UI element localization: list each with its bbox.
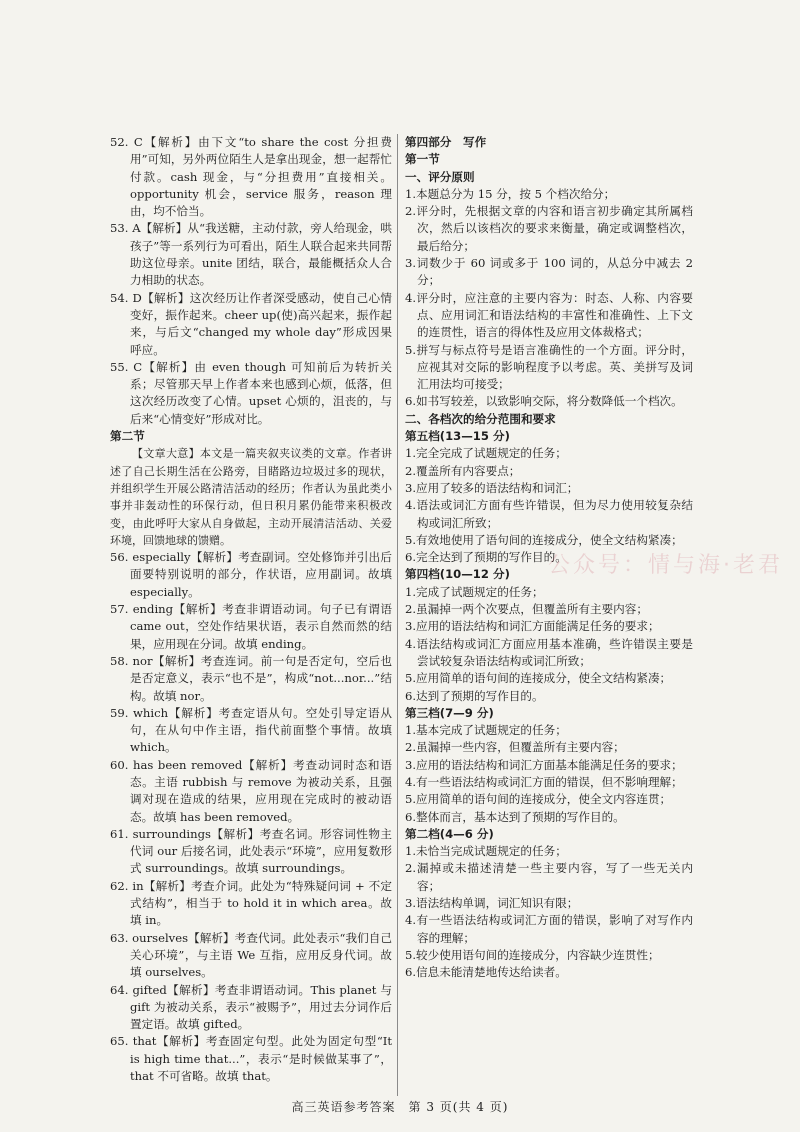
answer-item: 55. C【解析】由 even though 可知前后为转折关系；尽管那天早上作者本来也感到心烦，低落，但这次经历改变了心情。upset 心烦的，沮丧的，与后来“心情变好”形成对比。 <box>110 359 392 426</box>
part-title: 第四部分 写作 <box>405 135 487 149</box>
grade-title: 第五档(13—15 分) <box>405 429 510 444</box>
principle-item: 4.评分时，应注意的主要内容为：时态、人称、内容要点、应用词汇和语法结构的丰富性和准确性、上下文的连贯性，语言的得体性及应用文体裁格式； <box>405 290 693 340</box>
grade-requirement-item: 3.应用的语法结构和词汇方面能满足任务的要求； <box>405 619 660 634</box>
grade-requirement-item: 2.虽漏掉一两个次要点，但覆盖所有主要内容； <box>405 602 648 617</box>
grade-requirement-item: 5.应用简单的语句间的连接成分，使全文结构紧凑； <box>405 671 672 686</box>
principles-title: 一、评分原则 <box>405 169 475 184</box>
grade-title: 第四档(10—12 分) <box>405 567 510 582</box>
answer-item: 65. that【解析】考查固定句型。此处为固定句型“It is high time that...”，表示“是时候做某事了”，that 不可省略。故填 that。 <box>110 1034 392 1084</box>
principle-item: 2.评分时，先根据文章的内容和语言初步确定其所属档次，然后以该档次的要求来衡量，确定或调整档次，最后给分； <box>405 204 693 253</box>
grade-requirement-item: 4.有一些语法结构或词汇方面的错误，但不影响理解； <box>405 774 683 789</box>
grade-requirement-item: 1.完成了试题规定的任务； <box>405 584 544 599</box>
answer-item: 61. surroundings【解析】考查名词。形容词性物主代词 our 后接名词，此处表示“环境”，应用复数形式 surroundings。故填 surroundings。 <box>110 826 392 876</box>
grade-title: 第三档(7—9 分) <box>405 705 494 720</box>
grade-requirement-item: 3.语法结构单调，词汇知识有限； <box>405 896 579 911</box>
grade-requirements <box>405 843 693 981</box>
grade-requirements <box>405 584 693 705</box>
grades-title: 二、各档次的给分范围和要求 <box>405 411 556 426</box>
grade-requirement-item: 5.应用简单的语句间的连接成分，使全文内容连贯； <box>405 792 672 807</box>
answer-item: 53. A【解析】从“我送糖，主动付款，旁人给现金，哄孩子”等一系列行为可看出，陌生人联合起来共同帮助这位母亲。unite 团结，联合，最能概括众人合力相助的状态。 <box>110 221 392 288</box>
answer-item: 64. gifted【解析】考查非谓语动词。This planet 与 gift 为被动关系，表示“被赐予”，用过去分词作后置定语。故填 gifted。 <box>110 982 392 1032</box>
answer-item: 56. especially【解析】考查副词。空处修饰并引出后面要特别说明的部分，作状语，应用副词。故填 especially。 <box>110 550 392 599</box>
answer-item: 60. has been removed【解析】考查动词时态和语态。主语 rubbish 与 remove 为被动关系，且强调对现在造成的结果，应用现在完成时的被动语态。故填 has been removed。 <box>110 757 392 824</box>
cloze-answers-list <box>110 134 392 428</box>
principle-item: 1.本题总分为 15 分，按 5 个档次给分； <box>405 186 616 201</box>
answer-item: 52. C【解析】由下文“to share the cost 分担费用”可知，另外两位陌生人是拿出现金，想一起帮忙付款。cash 现金，与“分担费用”直接相关。opportunity 机会，service 服务，reason 理由，均不恰当。 <box>110 135 392 219</box>
answer-item: 57. ending【解析】考查非谓语动词。句子已有谓语 came out，空处作结果状语，表示自然而然的结果，应用现在分词。故填 ending。 <box>110 602 392 651</box>
grammar-fill-answers-list <box>110 549 392 1085</box>
column-divider <box>397 134 398 1096</box>
section-2-title: 第二节 <box>110 429 145 444</box>
grade-requirement-item: 1.基本完成了试题规定的任务； <box>405 723 567 738</box>
grade-requirement-item: 5.有效地使用了语句间的连接成分，使全文结构紧凑； <box>405 532 683 547</box>
grade-requirement-item: 6.信息未能清楚地传达给读者。 <box>405 965 567 980</box>
grade-requirements <box>405 722 693 826</box>
grade-requirement-item: 4.有一些语法结构或词汇方面的错误，影响了对写作内容的理解； <box>405 913 693 945</box>
answer-item: 62. in【解析】考查介词。此处为“特殊疑问词 + 不定式结构”，相当于 to hold it in which area。故填 in。 <box>110 878 392 928</box>
grade-requirement-item: 4.语法结构或词汇方面应用基本准确，些许错误主要是尝试较复杂语法结构或词汇所致； <box>405 636 693 668</box>
page-footer: 高三英语参考答案 第 3 页(共 4 页) <box>291 1100 509 1114</box>
grade-requirement-item: 1.完全完成了试题规定的任务； <box>405 446 567 461</box>
answer-item: 63. ourselves【解析】考查代词。此处表示“我们自己关心环境”，与主语 We 互指，应用反身代词。故填 ourselves。 <box>110 930 392 980</box>
principle-item: 5.拼写与标点符号是语言准确性的一个方面。评分时，应视其对交际的影响程度予以考虑。英、美拼写及词汇用法均可接受； <box>405 342 693 392</box>
grade-requirement-item: 6.完全达到了预期的写作目的。 <box>405 550 567 565</box>
grade-title: 第二档(4—6 分) <box>405 826 494 841</box>
grade-requirement-item: 4.语法或词汇方面有些许错误，但为尽力使用较复杂结构或词汇所致； <box>405 498 693 530</box>
grades-list <box>405 428 693 982</box>
left-column <box>110 134 392 1085</box>
answer-item: 58. nor【解析】考查连词。前一句是否定句，空后也是否定意义，表示“也不是”，构成“not...nor...”结构。故填 nor。 <box>110 653 392 703</box>
grade-requirement-item: 6.达到了预期的写作目的。 <box>405 688 544 703</box>
grade-requirement-item: 5.较少使用语句间的连接成分，内容缺少连贯性； <box>405 947 660 962</box>
grade-requirement-item: 1.未恰当完成试题规定的任务； <box>405 844 567 859</box>
grade-requirement-item: 3.应用的语法结构和词汇方面基本能满足任务的要求； <box>405 757 683 772</box>
answer-item: 59. which【解析】考查定语从句。空处引导定语从句，在从句中作主语，指代前面整个事情。故填 which。 <box>110 705 392 755</box>
principle-item: 3.词数少于 60 词或多于 100 词的，从总分中减去 2 分； <box>405 256 693 288</box>
grade-requirement-item: 3.应用了较多的语法结构和词汇； <box>405 480 579 495</box>
watermark: 公众号：情与海·老君 <box>548 553 783 578</box>
section-1-title: 第一节 <box>405 152 440 167</box>
answer-item: 54. D【解析】这次经历让作者深受感动，使自己心情变好，振作起来。cheer up(使)高兴起来，振作起来，与后文“changed my whole day”形成因果呼应。 <box>110 290 392 357</box>
article-summary: 【文章大意】本文是一篇夹叙夹议类的文章。作者讲述了自己长期生活在公路旁，目睹路边垃圾过多的现状，并组织学生开展公路清洁活动的经历；作者认为虽此类小事并非轰动性的环保行动，但日积月累仍能带来积极改变，由此呼吁大家从自身做起，主动开展清洁活动、关爱环境，回馈地球的馈赠。 <box>110 447 392 547</box>
grade-requirement-item: 2.覆盖所有内容要点； <box>405 463 521 478</box>
grade-requirement-item: 6.整体而言，基本达到了预期的写作目的。 <box>405 809 625 824</box>
principle-item: 6.如书写较差，以致影响交际，将分数降低一个档次。 <box>405 394 683 409</box>
principles-list <box>405 186 693 411</box>
grade-requirement-item: 2.虽漏掉一些内容，但覆盖所有主要内容； <box>405 740 625 755</box>
grade-requirement-item: 2.漏掉或未描述清楚一些主要内容，写了一些无关内容； <box>405 861 693 893</box>
